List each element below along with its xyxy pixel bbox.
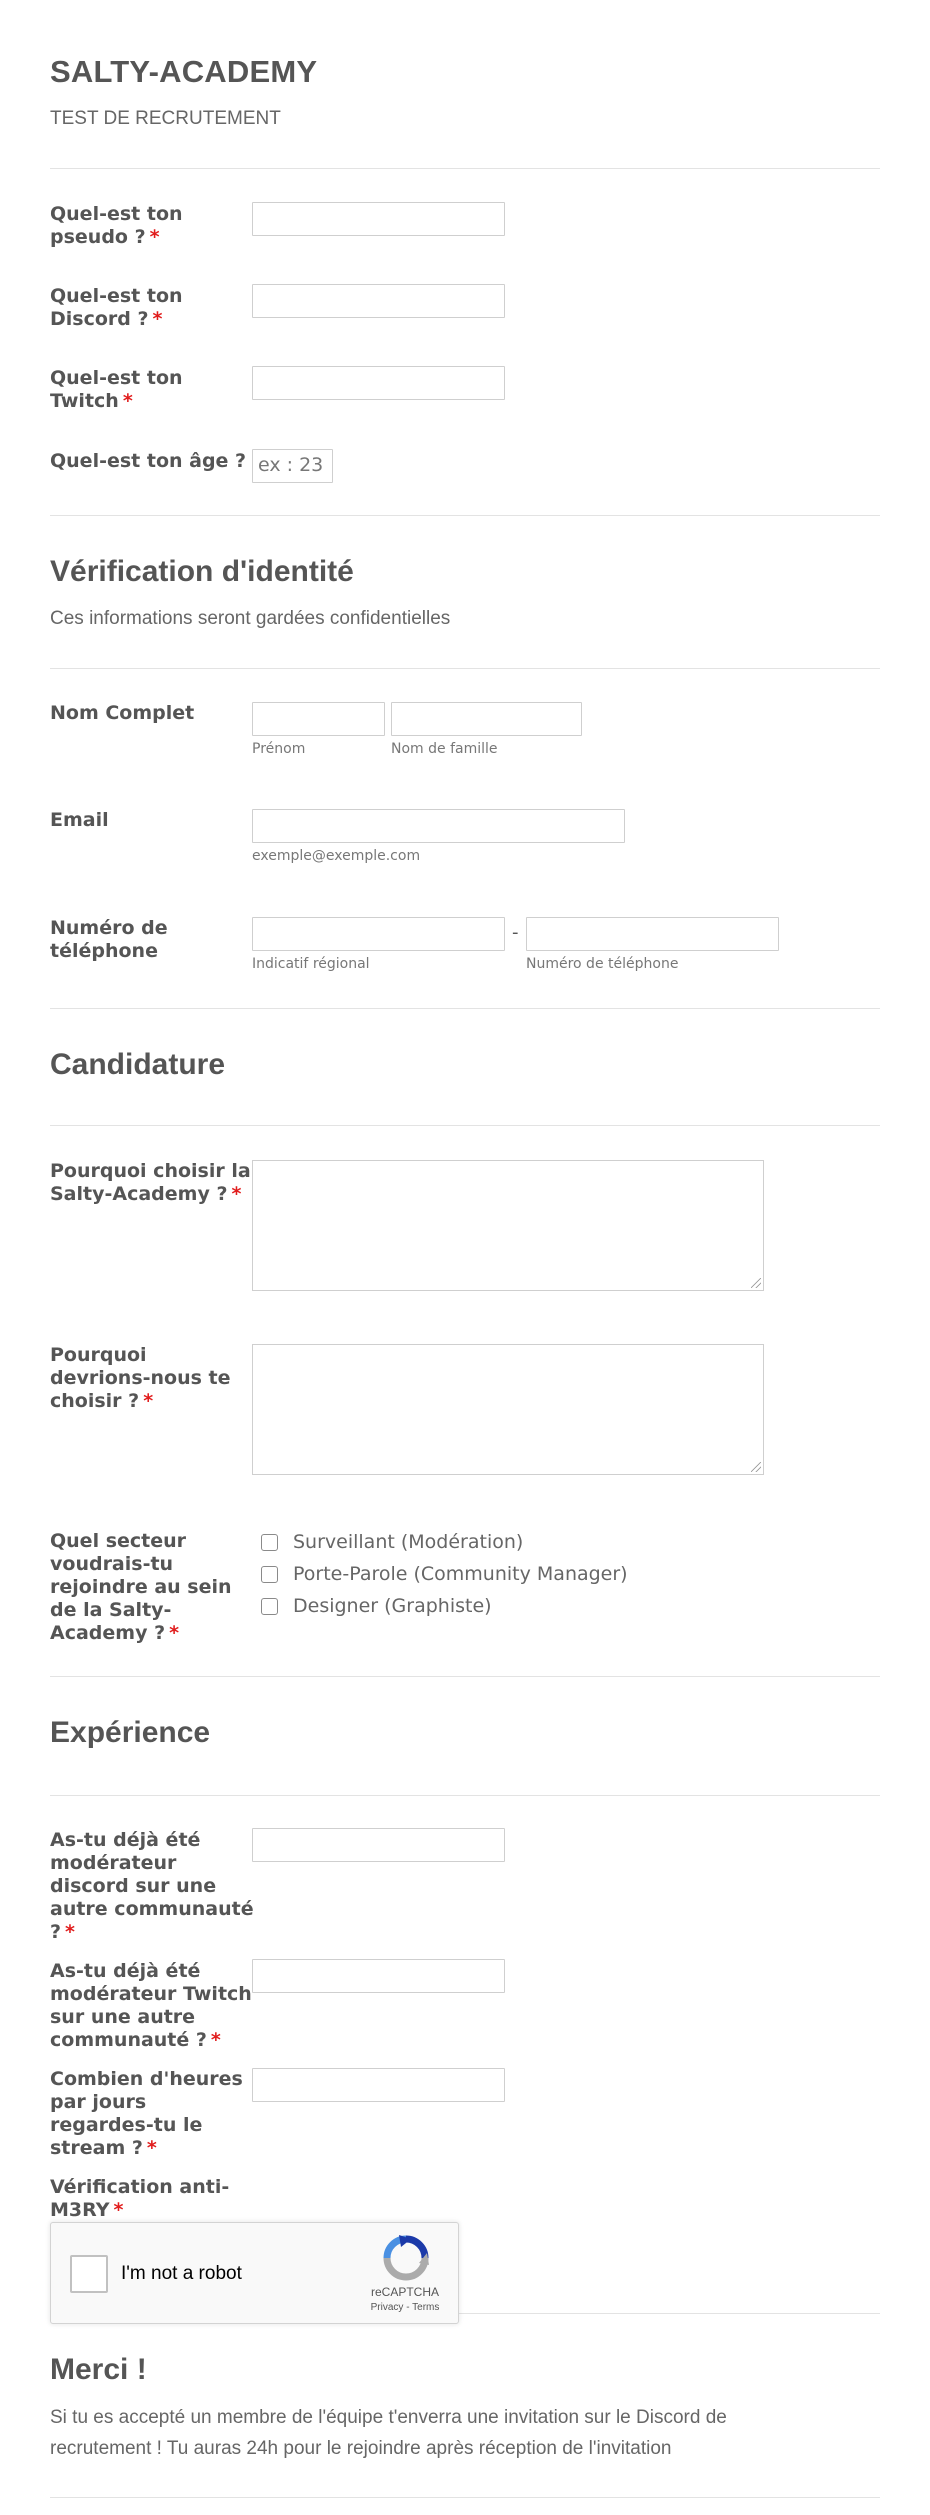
divider (50, 515, 880, 516)
divider (50, 1676, 880, 1677)
label-sector (50, 1530, 240, 1645)
label-full-name: Nom Complet (50, 702, 195, 724)
required-marker: * (169, 1622, 180, 1644)
last-name-input[interactable] (391, 702, 582, 736)
label-phone: Numéro de téléphone (50, 917, 168, 962)
twitch-mod-input[interactable] (252, 1959, 505, 1993)
label-text: Combien d'heures par jours regardes-tu le stream ? (50, 2068, 243, 2159)
required-marker: * (143, 1390, 154, 1412)
resize-handle-icon[interactable] (751, 1278, 761, 1288)
label-age: Quel-est ton âge ? (50, 450, 247, 472)
first-name-sublabel: Prénom (252, 741, 306, 757)
label-pseudo (50, 203, 240, 249)
why-academy-textarea[interactable] (252, 1160, 764, 1291)
label-text: Quel secteur voudrais-tu rejoindre au sein de la Salty-Academy ? (50, 1530, 232, 1644)
section-title-application: Candidature (50, 1048, 226, 1081)
checkbox[interactable] (261, 1534, 278, 1551)
area-code-input[interactable] (252, 917, 505, 951)
required-marker: * (146, 2137, 157, 2159)
required-marker: * (231, 1183, 242, 1205)
first-name-input[interactable] (252, 702, 385, 736)
section-title-thanks: Merci ! (50, 2353, 147, 2386)
label-text: Vérification anti-M3RY (50, 2176, 230, 2221)
form-title: SALTY-ACADEMY (50, 54, 318, 89)
checkbox-label[interactable]: Porte-Parole (Community Manager) (293, 1563, 628, 1585)
label-text: As-tu déjà été modérateur discord sur une autre communauté ? (50, 1829, 254, 1943)
phone-separator: - (512, 922, 519, 943)
checkbox[interactable] (261, 1598, 278, 1615)
divider (50, 1125, 880, 1126)
required-marker: * (152, 308, 163, 330)
email-input[interactable] (252, 809, 625, 843)
label-text: As-tu déjà été modérateur Twitch sur une autre communauté ? (50, 1960, 252, 2051)
label-text: Quel-est ton Discord ? (50, 285, 183, 330)
area-code-sublabel: Indicatif régional (252, 956, 370, 972)
section-description-identity: Ces informations seront gardées confidentielles (50, 608, 451, 629)
label-text: Pourquoi choisir la Salty-Academy ? (50, 1160, 251, 1205)
divider (50, 2497, 880, 2498)
checkbox-option[interactable] (261, 1562, 628, 1586)
recaptcha-label: I'm not a robot (121, 2263, 242, 2284)
age-input[interactable]: ex : 23 (252, 449, 333, 483)
checkbox-option[interactable] (261, 1594, 492, 1618)
last-name-sublabel: Nom de famille (391, 741, 498, 757)
pseudo-input[interactable] (252, 202, 505, 236)
label-twitch-mod (50, 1960, 260, 2052)
divider (50, 168, 880, 169)
divider (50, 1008, 880, 1009)
thanks-text-line2: recrutement ! Tu auras 24h pour le rejoindre après réception de l'invitation (50, 2438, 672, 2459)
discord-input[interactable] (252, 284, 505, 318)
recaptcha-brand: reCAPTCHA (370, 2285, 439, 2299)
label-text: Pourquoi devrions-nous te choisir ? (50, 1344, 231, 1412)
why-you-textarea[interactable] (252, 1344, 764, 1475)
label-discord-mod (50, 1829, 260, 1944)
checkbox-option[interactable] (261, 1530, 523, 1554)
required-marker: * (210, 2029, 221, 2051)
label-hours (50, 2068, 250, 2160)
checkbox-label[interactable]: Designer (Graphiste) (293, 1595, 492, 1617)
email-sublabel: exemple@exemple.com (252, 848, 421, 864)
section-title-identity: Vérification d'identité (50, 555, 354, 588)
label-why-academy (50, 1160, 255, 1206)
twitch-input[interactable] (252, 366, 505, 400)
discord-mod-input[interactable] (252, 1828, 505, 1862)
label-discord (50, 285, 240, 331)
divider (50, 1795, 880, 1796)
phone-number-sublabel: Numéro de téléphone (526, 956, 679, 972)
required-marker: * (113, 2199, 124, 2221)
label-text: Quel-est ton Twitch (50, 367, 183, 412)
required-marker: * (65, 1921, 75, 1943)
label-text: Quel-est ton pseudo ? (50, 203, 183, 248)
phone-number-input[interactable] (526, 917, 779, 951)
label-captcha (50, 2176, 250, 2222)
resize-handle-icon[interactable] (751, 1462, 761, 1472)
recaptcha-widget (50, 2222, 459, 2324)
recaptcha-links[interactable]: Privacy - Terms (370, 2302, 440, 2313)
thanks-text-line1: Si tu es accepté un membre de l'équipe t'enverra une invitation sur le Discord de (50, 2407, 727, 2428)
required-marker: * (149, 226, 160, 248)
label-twitch (50, 367, 220, 413)
label-email: Email (50, 809, 109, 831)
checkbox[interactable] (261, 1566, 278, 1583)
hours-input[interactable] (252, 2068, 505, 2102)
section-title-experience: Expérience (50, 1716, 211, 1749)
form-subtitle: TEST DE RECRUTEMENT (50, 108, 281, 129)
required-marker: * (122, 390, 133, 412)
divider (50, 668, 880, 669)
label-why-you (50, 1344, 240, 1413)
recaptcha-checkbox[interactable] (70, 2255, 108, 2293)
recaptcha-logo-icon (383, 2235, 429, 2281)
checkbox-label[interactable]: Surveillant (Modération) (293, 1531, 524, 1553)
